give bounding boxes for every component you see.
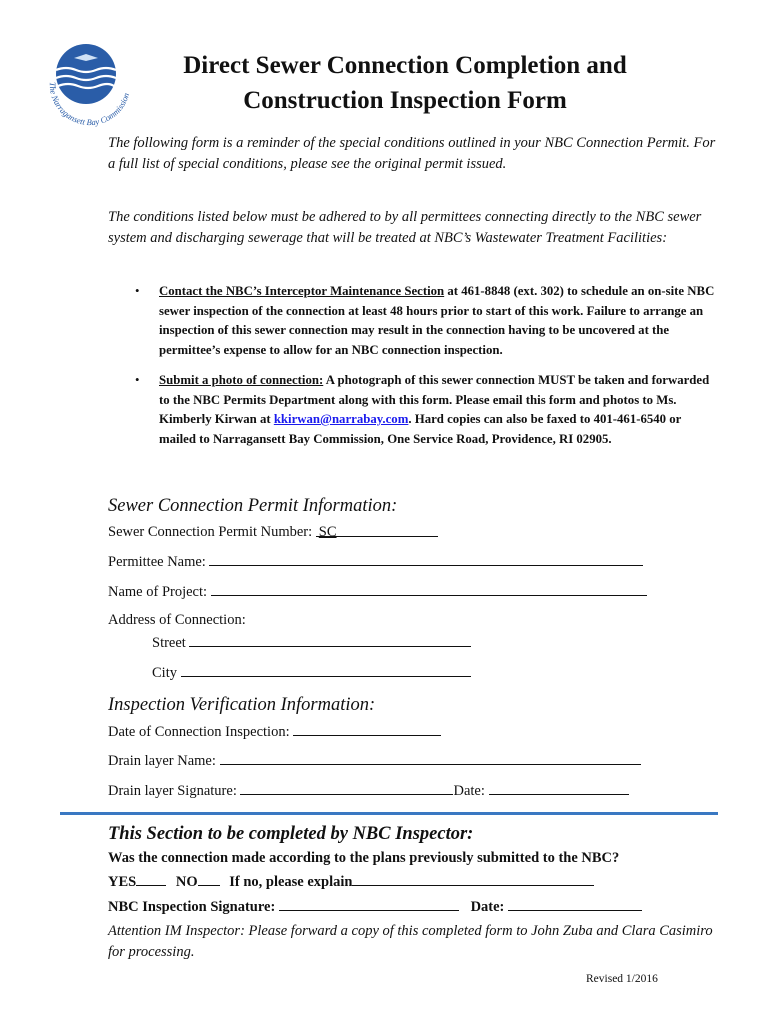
list-item xyxy=(108,371,718,449)
conditions-list xyxy=(108,282,718,460)
inspection-date-field xyxy=(108,721,441,742)
nbc-signature-field xyxy=(108,896,642,917)
drain-layer-signature-label: Drain layer Signature: xyxy=(108,783,241,799)
permit-number-input[interactable] xyxy=(316,522,438,540)
drain-date-label: Date: xyxy=(453,783,489,799)
drain-layer-name-field xyxy=(108,750,641,771)
connection-question: Was the connection made according to the plans previously submitted to the NBC? xyxy=(108,850,620,866)
explain-input[interactable] xyxy=(352,871,594,886)
bullet-lead: Contact the NBC’s Interceptor Maintenance Section xyxy=(159,284,445,298)
logo-text: The Narragansett Bay Commission xyxy=(47,81,132,128)
inspection-section-heading: Inspection Verification Information: xyxy=(108,695,376,715)
permit-section-heading: Sewer Connection Permit Information: xyxy=(108,496,398,516)
page-title xyxy=(140,48,670,118)
bullet-text: at 461-8848 (ext. 302) to schedule an on-site NBC sewer inspection of the connection at least 48 hours prior to start of this work. Failure to arrange an inspection of this sewer connection may result in the connection having to be uncovered at the permittee’s expense to allow for an NBC connection inspection. xyxy=(159,284,715,357)
city-input[interactable] xyxy=(181,662,471,677)
bullet-marker: • xyxy=(135,284,140,298)
attention-note: Attention IM Inspector: Please forward a copy of this completed form to John Zuba and Clara Casimiro for processing. xyxy=(108,923,713,960)
project-name-field xyxy=(108,581,647,602)
section-divider xyxy=(60,812,718,815)
street-input[interactable] xyxy=(189,632,471,647)
permittee-name-input[interactable] xyxy=(209,551,643,566)
nbc-signature-input[interactable] xyxy=(279,896,459,911)
bullet-marker: • xyxy=(135,373,140,387)
permittee-name-label: Permittee Name: xyxy=(108,554,210,570)
email-link[interactable]: kkirwan@narrabay.com xyxy=(273,412,409,426)
project-name-label: Name of Project: xyxy=(108,584,211,600)
permittee-name-field xyxy=(108,551,643,572)
bullet-text-end: . Hard copies can also be faxed to 401-461-6540 or mailed to Narragansett Bay Commission, One Service Road, Providence, RI 02905. xyxy=(159,412,682,446)
no-label: NO xyxy=(175,874,198,890)
street-label: Street xyxy=(152,635,190,651)
drain-layer-name-label: Drain layer Name: xyxy=(108,753,220,769)
street-field xyxy=(152,632,471,653)
no-input[interactable] xyxy=(198,871,220,886)
title-line-1: Direct Sewer Connection Completion and xyxy=(183,52,627,79)
permit-number-label: Sewer Connection Permit Number: xyxy=(108,524,316,540)
bullet-lead: Submit a photo of connection: xyxy=(159,373,324,387)
inspection-date-input[interactable] xyxy=(293,721,441,736)
drain-layer-name-input[interactable] xyxy=(220,750,641,765)
nbc-signature-label: NBC Inspection Signature: xyxy=(108,899,279,915)
bullet-text: A photograph of this sewer connection MUST be taken and forwarded to the NBC Permits Department along with this form. Please email this form and photos to Ms. Kimberly Kirwan at xyxy=(159,373,710,426)
explain-label: If no, please explain xyxy=(229,874,353,890)
yes-input[interactable] xyxy=(136,871,166,886)
address-label: Address of Connection: xyxy=(108,612,246,628)
city-label: City xyxy=(152,665,181,681)
city-field xyxy=(152,662,471,683)
permit-number-prefix: SC xyxy=(318,524,337,540)
intro-paragraph-2: The conditions listed below must be adhered to by all permittees connecting directly to the NBC sewer system and discharging sewerage that will be treated at NBC’s Wastewater Treatment Facilities: xyxy=(108,209,702,246)
nbc-date-label: Date: xyxy=(470,899,509,915)
yes-label: YES xyxy=(108,874,137,890)
yes-no-field xyxy=(108,871,594,892)
drain-layer-signature-input[interactable] xyxy=(240,780,453,795)
permit-number-field xyxy=(108,522,438,542)
revision-date: Revised 1/2016 xyxy=(586,973,658,985)
intro-paragraph-1: The following form is a reminder of the special conditions outlined in your NBC Connection Permit. For a full list of special conditions, please see the original permit issued. xyxy=(108,135,716,172)
nbc-logo xyxy=(38,30,138,130)
title-line-2: Construction Inspection Form xyxy=(243,87,567,114)
drain-layer-signature-field xyxy=(108,780,629,801)
list-item xyxy=(108,282,718,360)
nbc-date-input[interactable] xyxy=(508,896,642,911)
nbc-section-heading: This Section to be completed by NBC Inspector: xyxy=(108,824,474,844)
inspection-date-label: Date of Connection Inspection: xyxy=(108,724,294,740)
drain-date-input[interactable] xyxy=(489,780,629,795)
project-name-input[interactable] xyxy=(211,581,647,596)
